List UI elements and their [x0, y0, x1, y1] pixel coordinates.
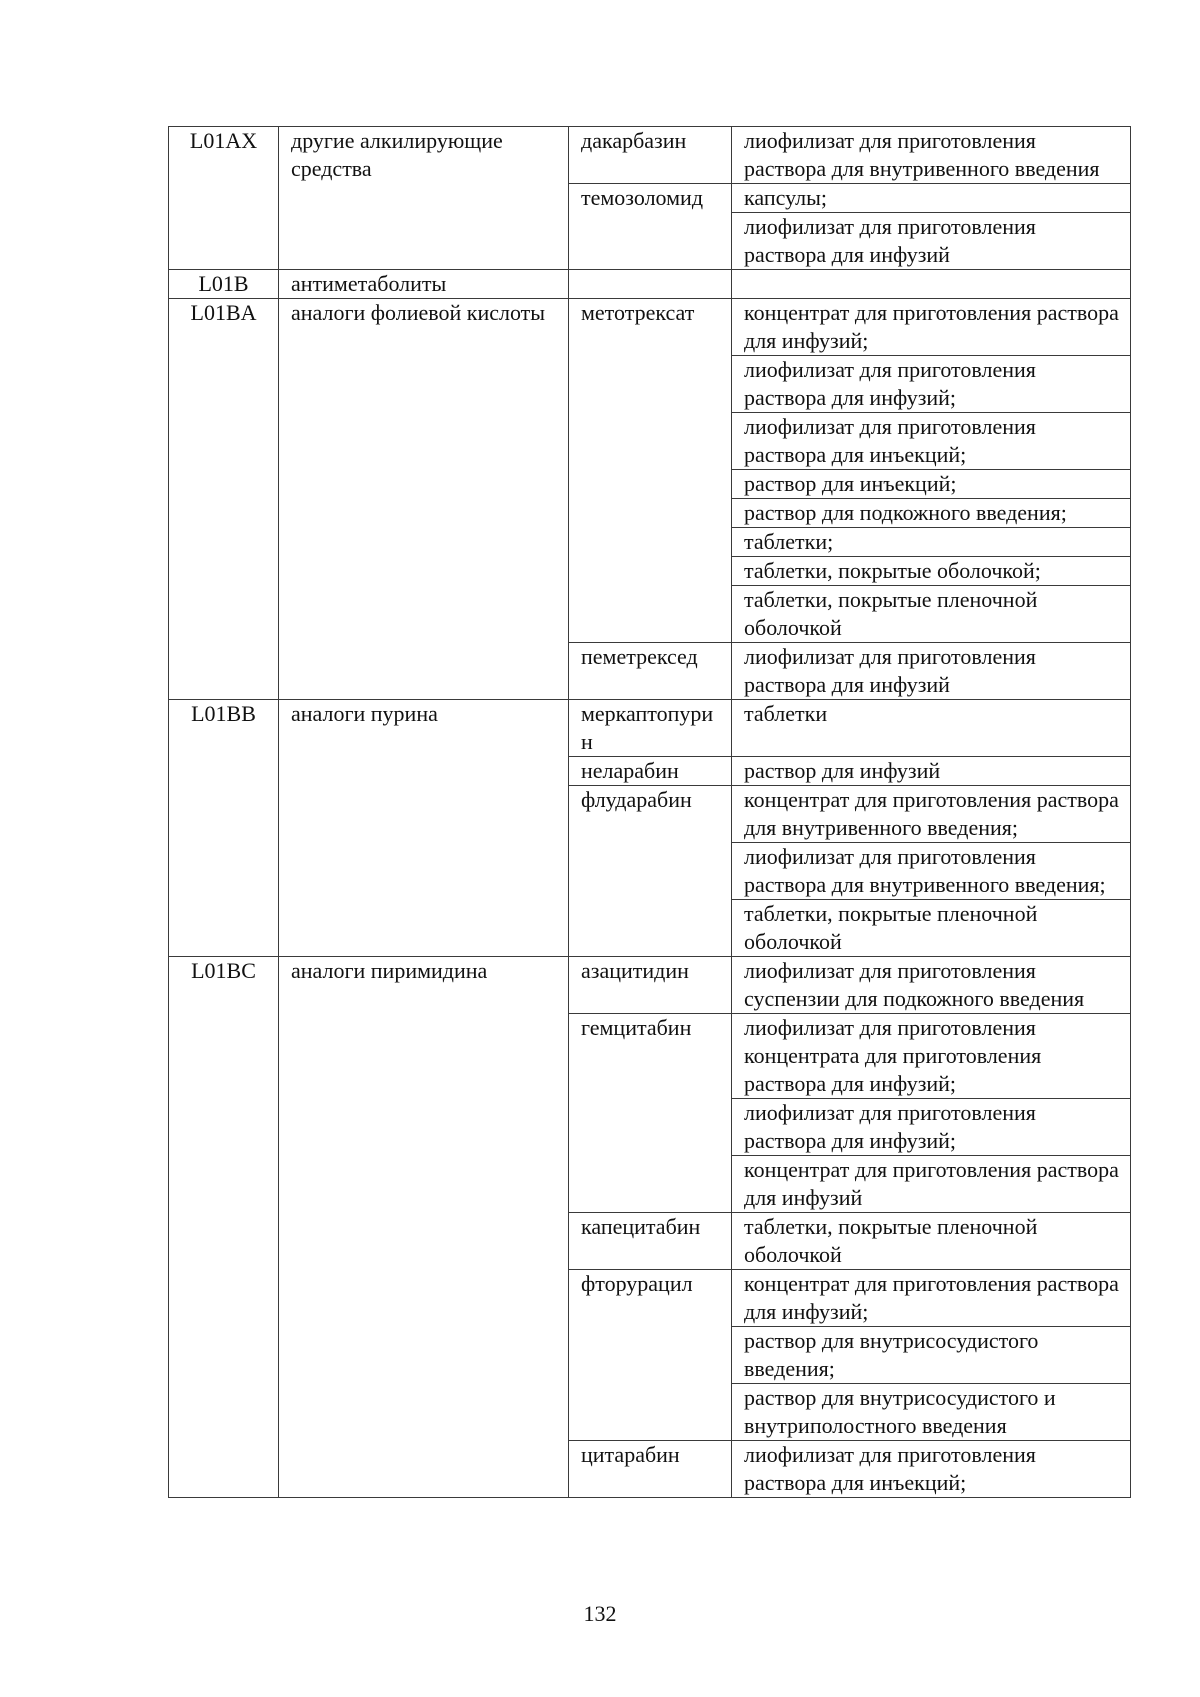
table-row	[169, 270, 1131, 299]
dosage-form: концентрат для приготовления раствора для внутривенного введения;	[732, 786, 1131, 843]
dosage-form: лиофилизат для приготовления концентрата для приготовления раствора для инфузий;	[732, 1014, 1131, 1099]
dosage-form: лиофилизат для приготовления раствора для инъекций;	[732, 1441, 1131, 1498]
drug-name: пеметрексед	[569, 643, 732, 700]
table-row	[169, 957, 1131, 1014]
dosage-form: лиофилизат для приготовления раствора для внутривенного введения;	[732, 843, 1131, 900]
atc-group: антиметаболиты	[279, 270, 569, 299]
dosage-form: концентрат для приготовления раствора для инфузий;	[732, 299, 1131, 356]
drug-name: цитарабин	[569, 1441, 732, 1498]
atc-group: аналоги пурина	[279, 700, 569, 957]
dosage-form: лиофилизат для приготовления раствора для инфузий;	[732, 1099, 1131, 1156]
dosage-form: раствор для внутрисосудистого введения;	[732, 1327, 1131, 1384]
dosage-form: раствор для инфузий	[732, 757, 1131, 786]
dosage-form: таблетки	[732, 700, 1131, 757]
dosage-form: раствор для подкожного введения;	[732, 499, 1131, 528]
atc-code: L01BC	[169, 957, 279, 1498]
drug-name: гемцитабин	[569, 1014, 732, 1213]
page-number: 132	[583, 1601, 617, 1626]
dosage-form: лиофилизат для приготовления раствора для инфузий	[732, 643, 1131, 700]
drug-name: неларабин	[569, 757, 732, 786]
drug-name: капецитабин	[569, 1213, 732, 1270]
atc-code: L01BB	[169, 700, 279, 957]
dosage-form: лиофилизат для приготовления раствора для внутривенного введения	[732, 127, 1131, 184]
drug-name: меркаптопурин	[569, 700, 732, 757]
drug-name: метотрексат	[569, 299, 732, 643]
dosage-form	[732, 270, 1131, 299]
atc-code: L01BA	[169, 299, 279, 700]
atc-group: аналоги фолиевой кислоты	[279, 299, 569, 700]
dosage-form: таблетки, покрытые пленочной оболочкой	[732, 586, 1131, 643]
dosage-form: раствор для внутрисосудистого и внутриполостного введения	[732, 1384, 1131, 1441]
dosage-form: лиофилизат для приготовления раствора для инъекций;	[732, 413, 1131, 470]
drug-name	[569, 270, 732, 299]
dosage-form: лиофилизат для приготовления суспензии для подкожного введения	[732, 957, 1131, 1014]
dosage-form: таблетки, покрытые пленочной оболочкой	[732, 900, 1131, 957]
dosage-form: лиофилизат для приготовления раствора для инфузий	[732, 213, 1131, 270]
dosage-form: таблетки, покрытые пленочной оболочкой	[732, 1213, 1131, 1270]
drug-table	[168, 126, 1131, 1498]
atc-group: аналоги пиримидина	[279, 957, 569, 1498]
drug-name: темозоломид	[569, 184, 732, 270]
drug-name: дакарбазин	[569, 127, 732, 184]
dosage-form: капсулы;	[732, 184, 1131, 213]
dosage-form: концентрат для приготовления раствора для инфузий	[732, 1156, 1131, 1213]
table-row	[169, 127, 1131, 184]
drug-name: фторурацил	[569, 1270, 732, 1441]
dosage-form: таблетки, покрытые оболочкой;	[732, 557, 1131, 586]
atc-code: L01AX	[169, 127, 279, 270]
drug-name: флударабин	[569, 786, 732, 957]
dosage-form: таблетки;	[732, 528, 1131, 557]
table-row	[169, 700, 1131, 757]
atc-code: L01B	[169, 270, 279, 299]
dosage-form: раствор для инъекций;	[732, 470, 1131, 499]
dosage-form: лиофилизат для приготовления раствора для инфузий;	[732, 356, 1131, 413]
dosage-form: концентрат для приготовления раствора для инфузий;	[732, 1270, 1131, 1327]
drug-name: азацитидин	[569, 957, 732, 1014]
atc-group: другие алкилирующие средства	[279, 127, 569, 270]
table-row	[169, 299, 1131, 356]
